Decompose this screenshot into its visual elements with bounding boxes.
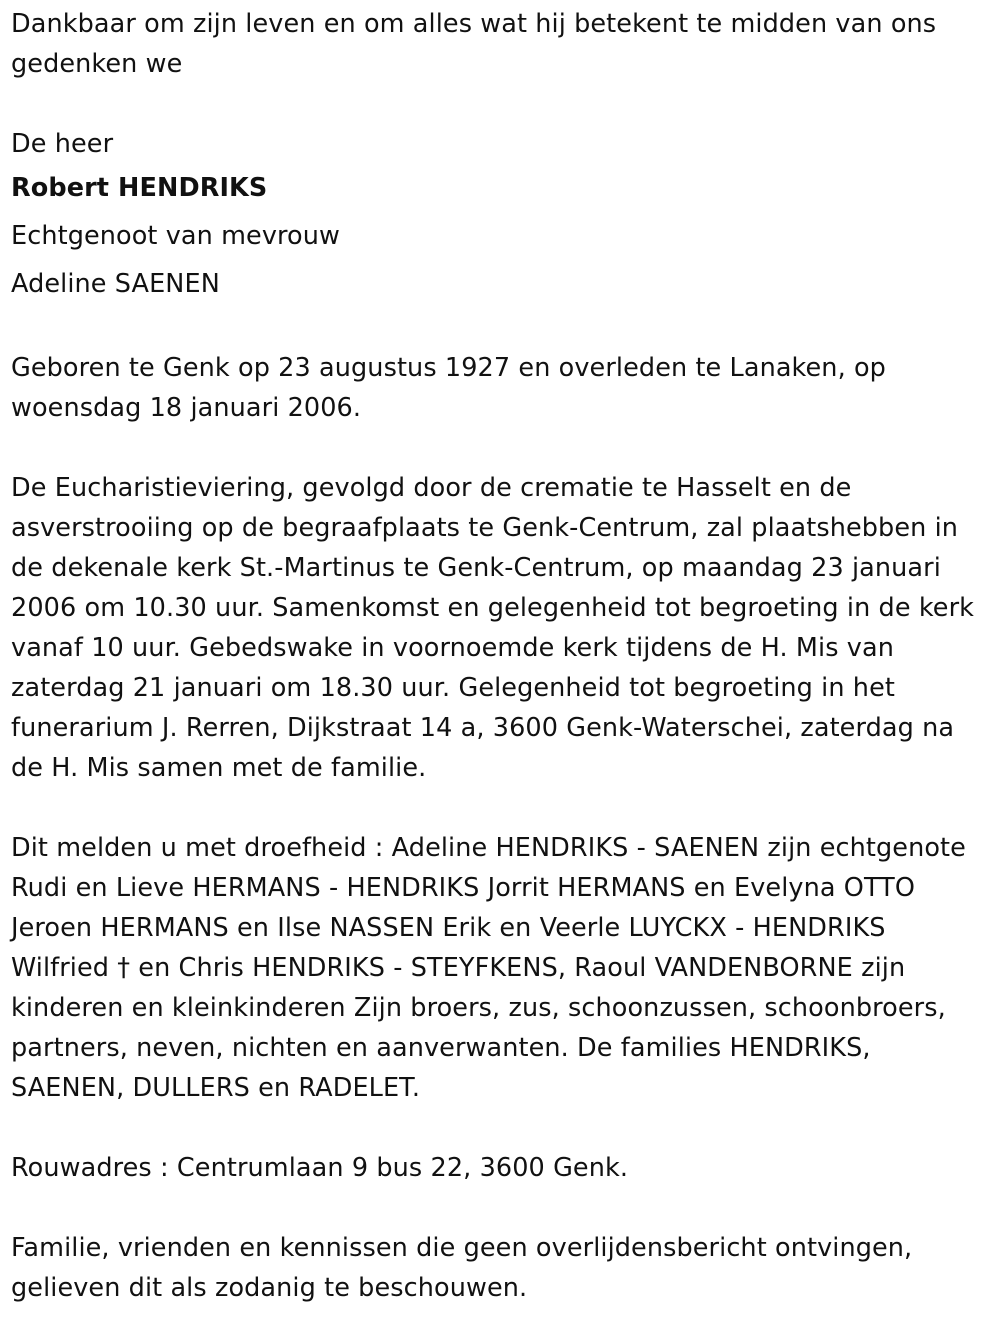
spacer — [11, 788, 991, 828]
intro-text: Dankbaar om zijn leven en om alles wat hij betekent te midden van ons gedenken we — [11, 9, 937, 79]
birth-death-text: Geboren te Genk op 23 augustus 1927 en overleden te Lanaken, op woensdag 18 januari 2006. — [11, 353, 886, 423]
closing-text: Familie, vrienden en kennissen die geen overlijdensbericht ontvingen, gelieven dit als zodanig te beschouwen. — [11, 1233, 913, 1303]
salutation: De heer — [11, 129, 114, 159]
announcement-text: Dit melden u met droefheid : Adeline HENDRIKS - SAENEN zijn echtgenote Rudi en Lieve HERMANS - HENDRIKS Jorrit HERMANS en Evelyna OTTO Jeroen HERMANS en Ilse NASSEN Erik en Veerle LUYCKX - HENDRIKS Wilfried † en Chris HENDRIKS - STEYFKENS, Raoul VANDENBORNE zijn kinderen en kleinkinderen Zijn broers, zus, schoonzussen, schoonbroers, partners, neven, nichten en aanverwanten. De families HENDRIKS, SAENEN, DULLERS en RADELET. — [11, 833, 966, 1103]
obituary-document — [11, 4, 991, 1308]
address-text: Rouwadres : Centrumlaan 9 bus 22, 3600 Genk. — [11, 1153, 629, 1183]
spacer — [11, 1188, 991, 1228]
spouse-label: Echtgenoot van mevrouw — [11, 221, 340, 251]
ceremony-text: De Eucharistieviering, gevolgd door de crematie te Hasselt en de asverstrooiing op de begraafplaats te Genk-Centrum, zal plaatshebben in de dekenale kerk St.-Martinus te Genk-Centrum, op maandag 23 januari 2006 om 10.30 uur. Samenkomst en gelegenheid tot begroeting in de kerk vanaf 10 uur. Gebedswake in voornoemde kerk tijdens de H. Mis van zaterdag 21 januari om 18.30 uur. Gelegenheid tot begroeting in het funerarium J. Rerren, Dijkstraat 14 a, 3600 Genk-Waterschei, zaterdag na de H. Mis samen met de familie. — [11, 473, 975, 783]
spouse-name: Adeline SAENEN — [11, 269, 220, 299]
spacer — [11, 428, 991, 468]
spacer — [11, 1108, 991, 1148]
spacer — [11, 308, 991, 348]
spacer — [11, 84, 991, 124]
deceased-name: Robert HENDRIKS — [11, 173, 268, 203]
